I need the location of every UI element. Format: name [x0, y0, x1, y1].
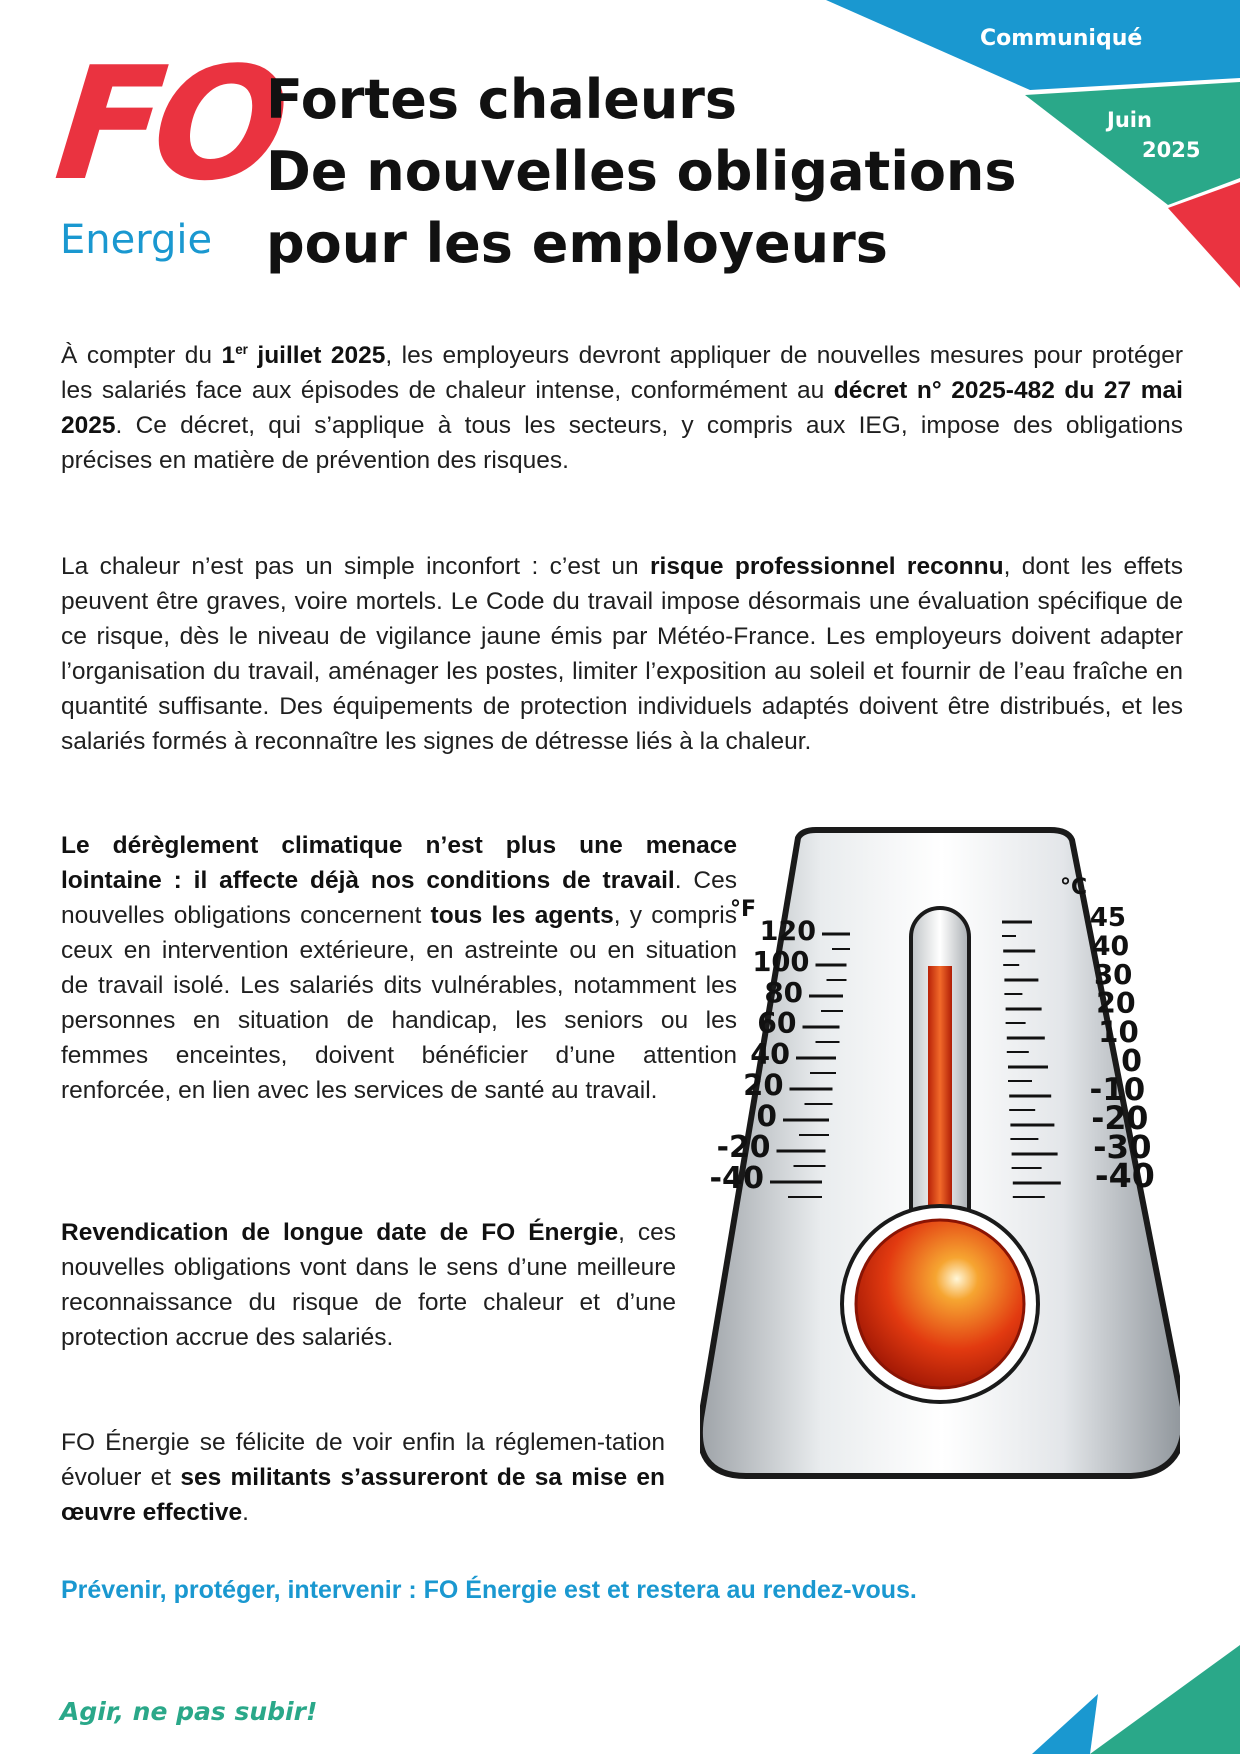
text-segment: FO Énergie se félicite de voir enfin la réglemen-tation évoluer et [61, 1429, 665, 1491]
climate-highlight: Le dérèglement climatique n’est plus une menace lointaine : il affecte déjà nos conditions de travail [61, 832, 737, 894]
paragraph-intro [61, 338, 1183, 478]
risk-highlight: risque professionnel reconnu [650, 553, 1004, 580]
fahrenheit-tick-label: -20 [716, 1130, 771, 1165]
paragraph-conclusion [61, 1425, 665, 1530]
decree-highlight: décret n° 2025-482 du 27 mai 2025 [61, 377, 1183, 439]
celsius-tick-label: -30 [1093, 1128, 1152, 1166]
text-segment: À compter du [61, 342, 222, 369]
text-segment: . Ces nouvelles obligations concernent [61, 867, 737, 929]
logo-mark: FO [48, 33, 287, 215]
celsius-tick-label: 20 [1096, 987, 1136, 1020]
fahrenheit-unit: °F [730, 897, 757, 922]
text-segment: , les employeurs devront appliquer de nouvelles mesures pour protéger les salariés face aux épisodes de chaleur intense, conformément au [61, 342, 1183, 404]
title-line-2: De nouvelles obligations [266, 140, 1017, 203]
green-bottom-shape [1090, 1645, 1240, 1754]
text-segment: La chaleur n’est pas un simple inconfort : c’est un [61, 553, 651, 580]
paragraph-claim [61, 1215, 676, 1355]
celsius-tick-label: 45 [1089, 903, 1126, 933]
fahrenheit-tick-label: 120 [759, 916, 816, 947]
page-title [266, 64, 1017, 280]
text-segment: . Ce décret, qui s’applique à tous les secteurs, y compris aux IEG, impose des obligations précises en matière de prévention des risques. [61, 412, 1183, 474]
logo-subtitle: Energie [60, 217, 213, 263]
blue-bottom-shape [1032, 1694, 1098, 1754]
celsius-tick-label: -20 [1091, 1101, 1149, 1137]
fahrenheit-tick-label: 80 [764, 976, 803, 1009]
agents-highlight: tous les agents [430, 902, 614, 929]
paragraph-risk [61, 549, 1183, 759]
celsius-tick-label: -10 [1089, 1072, 1146, 1108]
fahrenheit-tick-label: 0 [756, 1099, 777, 1133]
date-year: 2025 [1142, 138, 1201, 162]
celsius-tick-label: 40 [1091, 931, 1130, 962]
text-segment: . [242, 1499, 249, 1526]
date-highlight [222, 342, 386, 369]
militants-highlight: ses militants s’assureront de sa mise en œuvre effective [61, 1464, 666, 1526]
fahrenheit-tick-label: 20 [743, 1068, 784, 1102]
title-line-1: Fortes chaleurs [266, 68, 738, 131]
date-month: Juin [1107, 108, 1152, 132]
slogan: Agir, ne pas subir! [60, 1697, 318, 1726]
text-segment: , y compris ceux en intervention extérieure, en astreinte ou en situation de travail isolé. Les salariés dits vulnérables, notamment les personnes en situation de handicap, les seniors ou les femmes enceintes, doivent bénéficier d’une attention renforcée, en lien avec les services de santé au travail. [61, 902, 737, 1104]
ordinal-suffix: er [235, 341, 248, 357]
fahrenheit-tick-label: 100 [752, 947, 810, 978]
celsius-tick-label: -40 [1094, 1156, 1155, 1195]
text-segment: , dont les effets peuvent être graves, voire mortels. Le Code du travail impose désormais une évaluation spécifique de ce risque, dès le niveau de vigilance jaune émis par Météo-France. Les employeurs doivent adapter l’organisation du travail, aménager les postes, limiter l’exposition au soleil et fournir de l’eau fraîche en quantité suffisante. Des équipements de protection individuels adaptés doivent être distribués, et les salariés formés à reconnaître les signes de détresse liés à la chaleur. [61, 553, 1183, 755]
celsius-unit: °C [1060, 875, 1088, 900]
green-corner-shape [1025, 82, 1240, 205]
fahrenheit-tick-label: 60 [757, 1007, 797, 1040]
text-segment: juillet 2025 [247, 342, 386, 369]
title-line-3: pour les employeurs [266, 212, 888, 275]
celsius-tick-label: 30 [1093, 958, 1133, 991]
callout-message: Prévenir, protéger, intervenir : FO Énergie est et restera au rendez-vous. [61, 1576, 917, 1604]
fahrenheit-tick-label: -40 [709, 1161, 764, 1196]
fahrenheit-tick-label: 40 [750, 1037, 790, 1071]
thermometer-bulb [856, 1220, 1024, 1388]
celsius-tick-label: 10 [1098, 1015, 1139, 1049]
text-segment: , ces nouvelles obligations vont dans le sens d’une meilleure reconnaissance du risque de forte chaleur et d’une protection accrue des salariés. [61, 1219, 676, 1351]
thermometer-illustration [700, 826, 1180, 1486]
text-segment: 1 [221, 342, 236, 369]
paragraph-climate [61, 828, 737, 1108]
document-type-tag: Communiqué [980, 26, 1143, 51]
claim-highlight: Revendication de longue date de FO Énergie [61, 1219, 619, 1246]
celsius-tick-label: 0 [1121, 1044, 1142, 1079]
